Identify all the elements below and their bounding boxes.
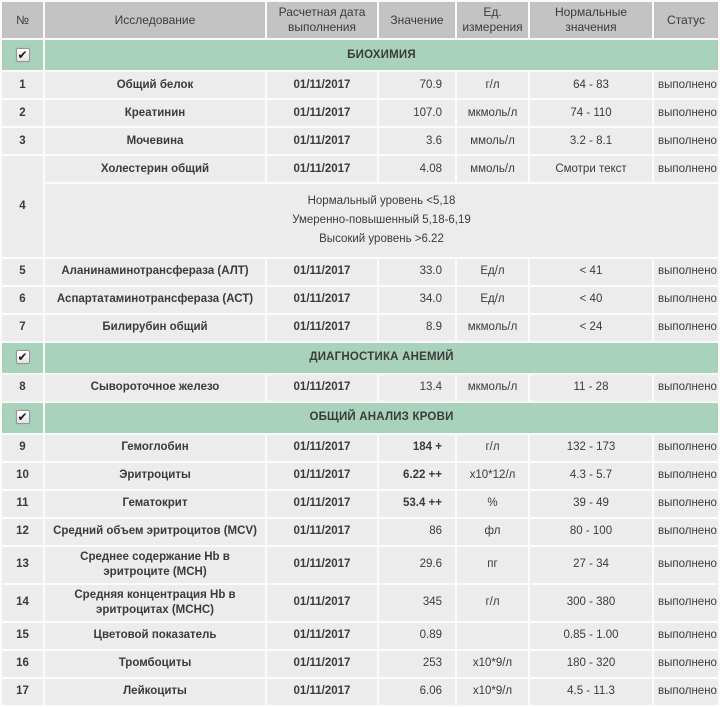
test-row (2, 547, 718, 583)
cell-date: 01/11/2017 (267, 585, 377, 621)
cell-test-name: Аспартатаминотрансфераза (АСТ) (45, 287, 265, 313)
cell-status: выполнено (654, 651, 718, 677)
cell-unit: г/л (457, 72, 528, 98)
cell-status: выполнено (654, 156, 718, 182)
cell-normal-range: 74 - 110 (530, 100, 652, 126)
section-title: БИОХИМИЯ (45, 40, 718, 70)
section-checkbox[interactable] (16, 350, 30, 364)
cell-date: 01/11/2017 (267, 315, 377, 341)
test-row (2, 375, 718, 401)
cell-num: 1 (2, 72, 43, 98)
table-body (2, 40, 718, 705)
cell-unit: х10*9/л (457, 651, 528, 677)
cell-status: выполнено (654, 463, 718, 489)
section-checkbox[interactable] (16, 410, 30, 424)
checkmark-icon: ✔ (17, 350, 28, 365)
cell-test-name: Тромбоциты (45, 651, 265, 677)
cell-value: 33.0 (379, 259, 455, 285)
cell-test-name: Аланинаминотрансфераза (АЛТ) (45, 259, 265, 285)
cell-unit: г/л (457, 435, 528, 461)
cell-value: 0.89 (379, 623, 455, 649)
cell-num: 7 (2, 315, 43, 341)
cell-normal-range: 0.85 - 1.00 (530, 623, 652, 649)
cell-test-name: Сывороточное железо (45, 375, 265, 401)
cell-test-name: Гематокрит (45, 491, 265, 517)
section-title: ОБЩИЙ АНАЛИЗ КРОВИ (45, 403, 718, 433)
cell-unit: мкмоль/л (457, 375, 528, 401)
cell-test-name: Средний объем эритроцитов (MCV) (45, 519, 265, 545)
cell-num: 3 (2, 128, 43, 154)
cell-date: 01/11/2017 (267, 156, 377, 182)
cell-test-name: Эритроциты (45, 463, 265, 489)
test-row (2, 623, 718, 649)
test-row (2, 128, 718, 154)
column-header-test: Исследование (45, 2, 265, 38)
cell-num: 4 (2, 156, 43, 257)
cell-value: 29.6 (379, 547, 455, 583)
test-row (2, 287, 718, 313)
test-row (2, 585, 718, 621)
cell-num: 13 (2, 547, 43, 583)
cell-unit: ммоль/л (457, 128, 528, 154)
cell-value: 86 (379, 519, 455, 545)
note-line: Умеренно-повышенный 5,18-6,19 (292, 213, 471, 226)
cell-num: 9 (2, 435, 43, 461)
note-line: Высокий уровень >6.22 (319, 232, 444, 245)
cell-value: 3.6 (379, 128, 455, 154)
cell-status: выполнено (654, 491, 718, 517)
cell-date: 01/11/2017 (267, 375, 377, 401)
cell-normal-range: 3.2 - 8.1 (530, 128, 652, 154)
cell-value: 53.4 ++ (379, 491, 455, 517)
checkmark-icon: ✔ (17, 47, 28, 62)
cell-normal-range: < 40 (530, 287, 652, 313)
note-cell (45, 184, 718, 257)
cell-date: 01/11/2017 (267, 100, 377, 126)
cell-unit: % (457, 491, 528, 517)
cell-unit: г/л (457, 585, 528, 621)
note-row (2, 184, 718, 257)
cell-date: 01/11/2017 (267, 547, 377, 583)
cell-status: выполнено (654, 100, 718, 126)
checkmark-icon: ✔ (17, 410, 28, 425)
cell-date: 01/11/2017 (267, 519, 377, 545)
cell-value: 4.08 (379, 156, 455, 182)
test-row (2, 463, 718, 489)
cell-normal-range: 64 - 83 (530, 72, 652, 98)
test-row (2, 491, 718, 517)
cell-date: 01/11/2017 (267, 491, 377, 517)
section-checkbox[interactable] (16, 48, 30, 62)
cell-num: 10 (2, 463, 43, 489)
cell-status: выполнено (654, 259, 718, 285)
cell-status: выполнено (654, 315, 718, 341)
column-header-date: Расчетная дата выполнения (267, 2, 377, 38)
cell-date: 01/11/2017 (267, 679, 377, 705)
cell-num: 6 (2, 287, 43, 313)
cell-date: 01/11/2017 (267, 72, 377, 98)
cell-value: 8.9 (379, 315, 455, 341)
cell-normal-range: 27 - 34 (530, 547, 652, 583)
cell-num: 12 (2, 519, 43, 545)
cell-status: выполнено (654, 375, 718, 401)
cell-date: 01/11/2017 (267, 463, 377, 489)
cell-test-name: Общий белок (45, 72, 265, 98)
test-row (2, 519, 718, 545)
test-row (2, 435, 718, 461)
section-row (2, 343, 718, 373)
cell-date: 01/11/2017 (267, 259, 377, 285)
cell-test-name: Средняя концентрация Hb в эритроцитах (MCHC) (45, 585, 265, 621)
cell-unit: х10*9/л (457, 679, 528, 705)
test-row (2, 156, 718, 182)
cell-test-name: Среднее содержание Hb в эритроците (MCH) (45, 547, 265, 583)
cell-num: 5 (2, 259, 43, 285)
cell-num: 16 (2, 651, 43, 677)
cell-status: выполнено (654, 623, 718, 649)
cell-status: выполнено (654, 679, 718, 705)
cell-unit (457, 623, 528, 649)
cell-value: 184 + (379, 435, 455, 461)
cell-normal-range: 4.5 - 11.3 (530, 679, 652, 705)
test-row (2, 679, 718, 705)
note-line: Нормальный уровень <5,18 (307, 195, 456, 207)
cell-test-name: Лейкоциты (45, 679, 265, 705)
cell-value: 13.4 (379, 375, 455, 401)
cell-unit: мкмоль/л (457, 315, 528, 341)
cell-num: 17 (2, 679, 43, 705)
cell-unit: пг (457, 547, 528, 583)
cell-normal-range: 132 - 173 (530, 435, 652, 461)
test-row (2, 259, 718, 285)
column-header-normal-range: Нормальные значения (530, 2, 652, 38)
cell-normal-range: 300 - 380 (530, 585, 652, 621)
cell-value: 253 (379, 651, 455, 677)
cell-test-name: Цветовой показатель (45, 623, 265, 649)
cell-unit: ммоль/л (457, 156, 528, 182)
cell-normal-range: 4.3 - 5.7 (530, 463, 652, 489)
cell-date: 01/11/2017 (267, 623, 377, 649)
test-row (2, 100, 718, 126)
cell-num: 11 (2, 491, 43, 517)
cell-value: 6.22 ++ (379, 463, 455, 489)
column-header-num: № (2, 2, 43, 38)
cell-test-name: Креатинин (45, 100, 265, 126)
cell-normal-range: 80 - 100 (530, 519, 652, 545)
cell-test-name: Мочевина (45, 128, 265, 154)
test-row (2, 315, 718, 341)
section-checkbox-cell (2, 403, 43, 433)
cell-normal-range: Смотри текст (530, 156, 652, 182)
cell-normal-range: 39 - 49 (530, 491, 652, 517)
cell-unit: мкмоль/л (457, 100, 528, 126)
section-row (2, 40, 718, 70)
column-header-unit: Ед. измерения (457, 2, 528, 38)
cell-normal-range: < 24 (530, 315, 652, 341)
cell-date: 01/11/2017 (267, 435, 377, 461)
cell-value: 6.06 (379, 679, 455, 705)
cell-num: 15 (2, 623, 43, 649)
test-row (2, 651, 718, 677)
cell-status: выполнено (654, 128, 718, 154)
cell-status: выполнено (654, 435, 718, 461)
section-checkbox-cell (2, 343, 43, 373)
cell-normal-range: 11 - 28 (530, 375, 652, 401)
section-title: ДИАГНОСТИКА АНЕМИЙ (45, 343, 718, 373)
cell-value: 34.0 (379, 287, 455, 313)
cell-value: 70.9 (379, 72, 455, 98)
cell-date: 01/11/2017 (267, 287, 377, 313)
cell-unit: Ед/л (457, 287, 528, 313)
cell-num: 14 (2, 585, 43, 621)
cell-num: 2 (2, 100, 43, 126)
table-header-row (2, 2, 718, 38)
cell-unit: Ед/л (457, 259, 528, 285)
cell-status: выполнено (654, 519, 718, 545)
cell-value: 345 (379, 585, 455, 621)
cell-status: выполнено (654, 585, 718, 621)
cell-test-name: Холестерин общий (45, 156, 265, 182)
cell-status: выполнено (654, 72, 718, 98)
cell-test-name: Гемоглобин (45, 435, 265, 461)
cell-normal-range: 180 - 320 (530, 651, 652, 677)
test-row (2, 72, 718, 98)
section-checkbox-cell (2, 40, 43, 70)
cell-unit: х10*12/л (457, 463, 528, 489)
cell-normal-range: < 41 (530, 259, 652, 285)
cell-value: 107.0 (379, 100, 455, 126)
cell-date: 01/11/2017 (267, 128, 377, 154)
cell-num: 8 (2, 375, 43, 401)
cell-status: выполнено (654, 547, 718, 583)
section-row (2, 403, 718, 433)
cell-date: 01/11/2017 (267, 651, 377, 677)
cell-test-name: Билирубин общий (45, 315, 265, 341)
cell-unit: фл (457, 519, 528, 545)
column-header-value: Значение (379, 2, 455, 38)
cell-status: выполнено (654, 287, 718, 313)
column-header-status: Статус (654, 2, 718, 38)
